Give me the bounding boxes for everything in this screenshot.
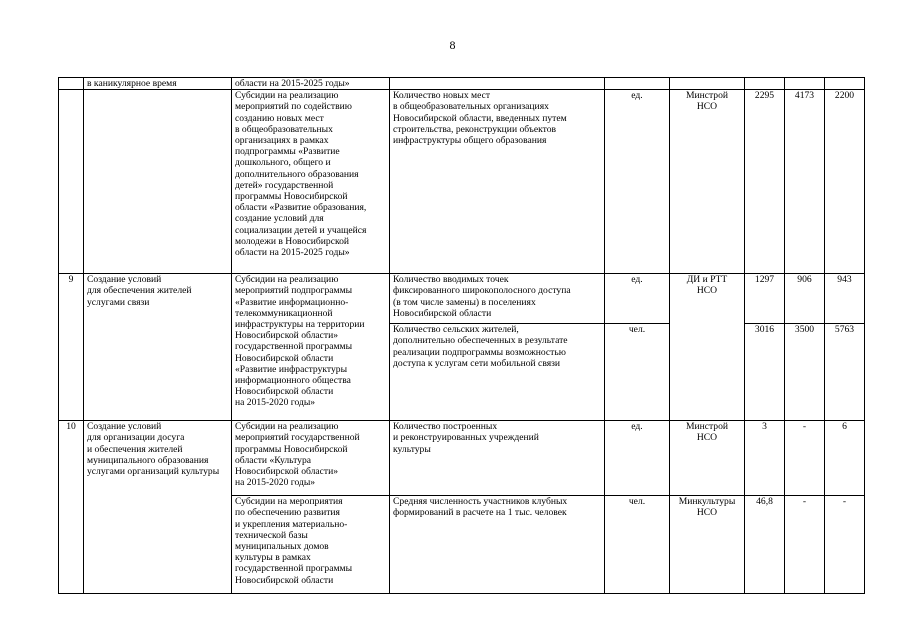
table-row <box>59 274 865 324</box>
unit-cell: чел. <box>605 496 670 594</box>
value-cell-2: - <box>785 496 825 594</box>
page-number: 8 <box>449 38 456 52</box>
value-cell-2: 3500 <box>785 324 825 421</box>
value-cell-1: 2295 <box>745 90 785 274</box>
subsidy-cell: Субсидии на мероприятия по обеспечению развития и укрепления материально- технической базы муниципальных домов культуры в рамках государственной программы Новосибирской области <box>232 496 390 594</box>
value-cell-2: 4173 <box>785 90 825 274</box>
indicator-cell: Количество сельских жителей, дополнительно обеспеченных в результате реализации подпрограммы возможностью доступа к услугам сети мобильной связи <box>390 324 605 421</box>
task-cell <box>84 90 232 274</box>
value-cell-3: - <box>825 496 865 594</box>
unit-cell: чел. <box>605 324 670 421</box>
subsidy-cell: Субсидии на реализацию мероприятий по содействию созданию новых мест в общеобразовательных организациях в рамках подпрограммы «Развитие дошкольного, общего и дополнительного образования детей» государственной программы Новосибирской области «Развитие образования, создание условий для социализации детей и учащейся молодежи в Новосибирской области на 2015-2025 годы» <box>232 90 390 274</box>
value-cell-2: - <box>785 421 825 496</box>
indicator-cell <box>390 78 605 90</box>
value-cell-3: 2200 <box>825 90 865 274</box>
table-row <box>59 90 865 274</box>
value-cell-1 <box>745 78 785 90</box>
agency-cell: ДИ и РТТ НСО <box>670 274 745 421</box>
indicator-cell: Количество новых мест в общеобразовательных организациях Новосибирской области, введенных путем строительства, реконструкции объектов инфраструктуры общего образования <box>390 90 605 274</box>
subsidy-cell: области на 2015-2025 годы» <box>232 78 390 90</box>
unit-cell: ед. <box>605 274 670 324</box>
value-cell-1: 1297 <box>745 274 785 324</box>
value-cell-1: 3 <box>745 421 785 496</box>
task-cell: Создание условий для обеспечения жителей услугами связи <box>84 274 232 421</box>
agency-cell: Минстрой НСО <box>670 90 745 274</box>
subsidy-cell: Субсидии на реализацию мероприятий подпрограммы «Развитие информационно- телекоммуникационной инфраструктуры на территории Новосибирской области» государственной программы Новосибирской области «Развитие инфраструктуры информационного общества Новосибирской области на 2015-2020 годы» <box>232 274 390 421</box>
unit-cell: ед. <box>605 421 670 496</box>
task-cell: в каникулярное время <box>84 78 232 90</box>
value-cell-3: 5763 <box>825 324 865 421</box>
row-number-cell: 10 <box>59 421 84 594</box>
subsidy-cell: Субсидии на реализацию мероприятий государственной программы Новосибирской области «Культура Новосибирской области» на 2015-2020 годы» <box>232 421 390 496</box>
agency-cell: Минстрой НСО <box>670 421 745 496</box>
task-cell: Создание условий для организации досуга и обеспечения жителей муниципального образования услугами организаций культуры <box>84 421 232 594</box>
indicator-cell: Количество вводимых точек фиксированного широкополосного доступа (в том числе замены) в поселениях Новосибирской области <box>390 274 605 324</box>
value-cell-3: 943 <box>825 274 865 324</box>
row-number-cell <box>59 78 84 90</box>
subsidy-indicators-table <box>58 77 865 594</box>
row-number-cell: 9 <box>59 274 84 421</box>
value-cell-3 <box>825 78 865 90</box>
indicator-cell: Средняя численность участников клубных формирований в расчете на 1 тыс. человек <box>390 496 605 594</box>
unit-cell: ед. <box>605 90 670 274</box>
value-cell-1: 46,8 <box>745 496 785 594</box>
value-cell-1: 3016 <box>745 324 785 421</box>
value-cell-2: 906 <box>785 274 825 324</box>
unit-cell <box>605 78 670 90</box>
table-row <box>59 78 865 90</box>
value-cell-3: 6 <box>825 421 865 496</box>
table-row <box>59 421 865 496</box>
value-cell-2 <box>785 78 825 90</box>
row-number-cell <box>59 90 84 274</box>
indicator-cell: Количество построенных и реконструированных учреждений культуры <box>390 421 605 496</box>
agency-cell: Минкультуры НСО <box>670 496 745 594</box>
agency-cell <box>670 78 745 90</box>
